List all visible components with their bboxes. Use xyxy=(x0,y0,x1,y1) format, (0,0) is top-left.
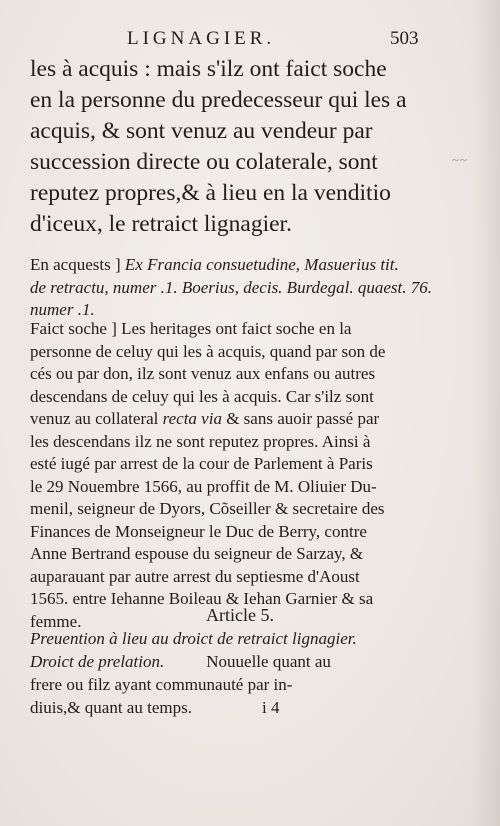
page-edge-shadow xyxy=(472,0,500,826)
note-line: Finances de Monseigneur le Duc de Berry, contre xyxy=(30,521,367,541)
main-text-line: succession directe ou colaterale, sont xyxy=(30,149,378,175)
article-text-run: diuis,& quant au temps. xyxy=(30,698,192,717)
main-text-block xyxy=(30,54,450,240)
article-line xyxy=(30,696,470,719)
note-line: menil, seigneur de Dyors, Cõseiller & secretaire des xyxy=(30,499,385,518)
main-text-line: acquis, & sont venuz au vendeur par xyxy=(30,118,373,144)
note-line xyxy=(30,408,450,431)
article-line: frere ou filz ayant communauté par in- xyxy=(30,675,293,694)
main-text-line: en la personne du predecesseur qui les a xyxy=(30,87,407,113)
note-line: le 29 Nouembre 1566, au proffit de M. Oliuier Du- xyxy=(30,476,377,496)
note-lemma: En acquests ] xyxy=(30,255,125,274)
note-line xyxy=(30,254,450,277)
note-latin-phrase: recta via xyxy=(162,409,222,428)
note-line: les descendans ilz ne sont reputez propres. Ainsi à xyxy=(30,431,371,451)
running-head: LIGNAGIER. xyxy=(127,28,276,49)
page-header xyxy=(0,28,500,52)
note-citation: Ex Francia consuetudine, Masuerius tit. xyxy=(124,255,399,274)
note-line: auparauant par autre arrest du septiesme d'Aoust xyxy=(30,566,360,586)
note-line: 1565. entre Iehanne Boileau & Iehan Garnier & sa xyxy=(30,589,374,608)
main-text-line: les à acquis : mais s'ilz ont faict soche xyxy=(30,56,387,82)
main-text-line: reputez propres,& à lieu en la venditio xyxy=(30,180,391,206)
article-line xyxy=(30,650,470,673)
note-text: & sans auoir passé par xyxy=(221,409,380,428)
note-line: Anne Bertrand espouse du seigneur de Sarzay, & xyxy=(30,544,364,563)
note-faict-soche xyxy=(30,318,450,633)
page-number: 503 xyxy=(390,28,419,49)
margin-annotation: ~~ xyxy=(452,152,469,167)
article-title-line: Preuention à lieu au droict de retraict lignagier. xyxy=(30,629,357,648)
signature-mark: i 4 xyxy=(261,698,280,717)
main-text-line: d'iceux, le retraict lignagier. xyxy=(30,211,292,237)
note-line: numer .1. xyxy=(30,300,95,319)
article-text xyxy=(30,627,470,719)
note-text: venuz au collateral xyxy=(30,409,163,428)
note-line: descendans de celuy qui les à acquis. Car s'ilz sont xyxy=(30,386,374,406)
note-line: cés ou par don, ilz sont venuz aux enfans ou autres xyxy=(30,364,376,383)
note-line: personne de celuy qui les à acquis, quand par son de xyxy=(30,341,386,361)
article-heading: Article 5. xyxy=(206,605,274,625)
article-text-run: Nouuelle quant au xyxy=(206,652,331,671)
note-acquests xyxy=(30,254,450,322)
note-line: Faict soche ] Les heritages ont faict soche en la xyxy=(30,319,352,338)
note-line: femme. xyxy=(30,611,82,631)
note-line: de retractu, numer .1. Boerius, decis. Burdegal. quaest. 76. xyxy=(30,277,432,297)
article-subtitle: Droict de prelation. xyxy=(30,652,165,671)
note-line: esté iugé par arrest de la cour de Parlement à Paris xyxy=(30,454,373,473)
